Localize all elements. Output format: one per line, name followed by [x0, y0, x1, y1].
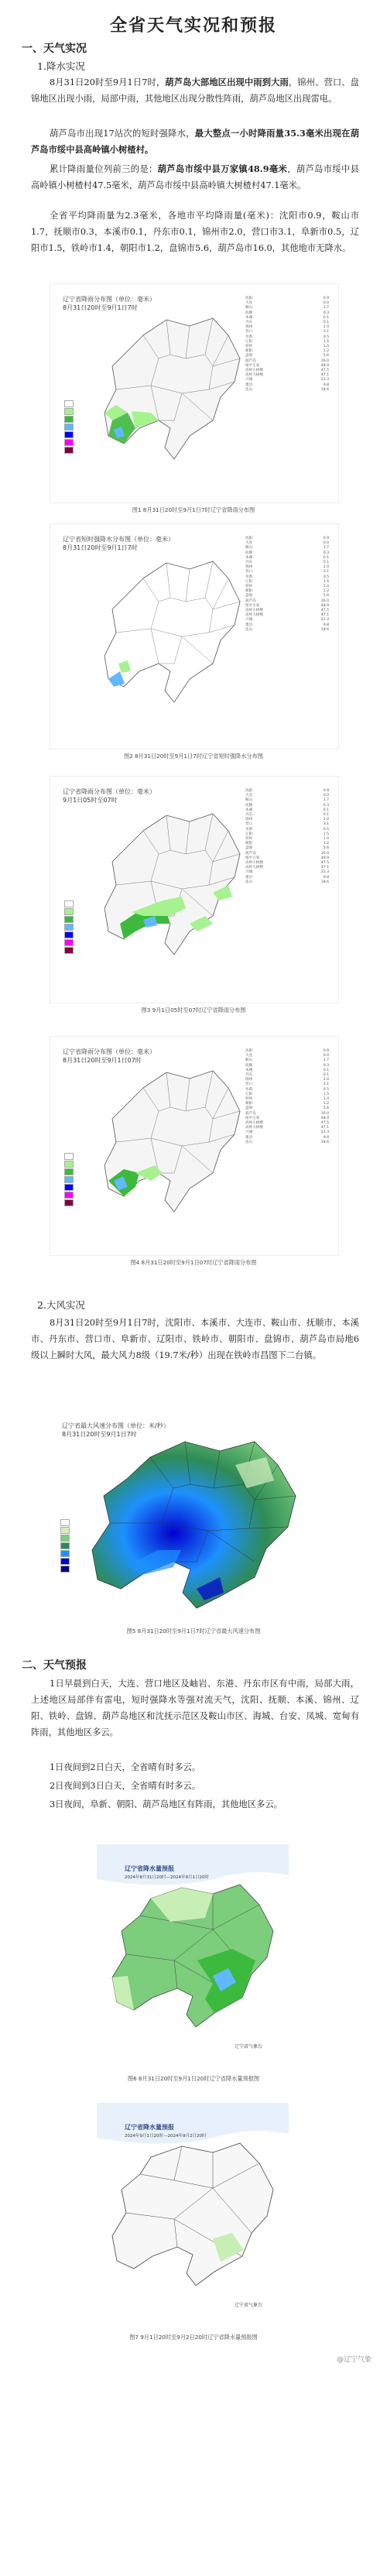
- station-value: 1.2: [323, 349, 329, 354]
- station-value: 22.3: [320, 378, 329, 382]
- figure-header-line1: 辽宁省降雨分布图（单位：毫米）: [63, 788, 156, 795]
- wind-map: [80, 1434, 313, 1612]
- station-list: [245, 297, 329, 393]
- station-value: 18.6: [320, 880, 329, 884]
- forecast-map-org: 辽宁省气象台: [235, 2044, 263, 2049]
- figure-6-caption: 图6 8月31日20时至9月1日20时辽宁省降水量预报图: [127, 2075, 260, 2082]
- station-value: 1.5: [323, 339, 329, 344]
- station-value: 47.1: [320, 866, 329, 870]
- figure-4-caption: 图4 8月31日20时至9月1日07时辽宁省降雨分布图: [130, 1259, 257, 1266]
- figure-header-line1: 辽宁省降雨分布图（单位：毫米）: [63, 296, 156, 303]
- legend-swatch: [60, 1542, 70, 1549]
- figure-header-line2: 8月31日20时至9月1日7时: [63, 304, 138, 311]
- station-name: 大连: [245, 794, 253, 798]
- section-heading-forecast: 二、天气预报: [22, 1659, 87, 1672]
- figure-1: [50, 283, 339, 503]
- figure-header-line1: 辽宁省短时强降水分布图（单位：毫米）: [63, 536, 174, 543]
- paragraph-precip-1: [31, 74, 359, 107]
- station-value: 1.4: [323, 837, 329, 842]
- station-value: 1.4: [323, 585, 329, 589]
- paragraph-forecast-3: 2日夜间到3日白天，全省晴有时多云。: [50, 1781, 201, 1791]
- station-value: 5.6: [323, 594, 329, 599]
- station-name: 辽阳: [245, 579, 253, 584]
- station-name: 兴城: [245, 618, 253, 623]
- station-name: 铁岭: [245, 345, 253, 349]
- station-value: 18.6: [320, 387, 329, 392]
- station-name: 锦州: [245, 325, 253, 330]
- station-name: 朝阳: [245, 842, 253, 846]
- station-name: 连山: [245, 1140, 253, 1144]
- station-value: 1.7: [323, 798, 329, 803]
- station-value: 1.7: [323, 546, 329, 551]
- station-value: 18.6: [320, 1140, 329, 1144]
- station-name: 高岭小树楂: [245, 369, 263, 373]
- station-value: 2.0: [323, 1078, 329, 1082]
- station-value: 1.2: [323, 842, 329, 846]
- station-name: 铁岭: [245, 585, 253, 589]
- liaoning-map: [97, 1065, 252, 1227]
- station-name: 盘锦: [245, 594, 253, 599]
- figure-7-caption: 图7 9月1日20时至9月2日20时辽宁省降水量预报图: [129, 2334, 258, 2341]
- subheading-wind: 2.大风实况: [37, 1299, 85, 1311]
- station-name: 绥中万家: [245, 363, 260, 368]
- station-name: 高岭大树楂: [245, 613, 263, 618]
- station-name: 辽阳: [245, 1092, 253, 1096]
- rain-legend: [64, 900, 74, 955]
- station-name: 高岭小树楂: [245, 1121, 263, 1126]
- station-value: 3.1: [323, 570, 329, 575]
- station-name: 营口: [245, 570, 253, 575]
- figure-2-caption: 图2 8月31日20时至9月1日7时辽宁省短时强降水分布图: [123, 753, 263, 760]
- station-name: 沈阳: [245, 297, 253, 300]
- legend-swatch: [60, 1566, 70, 1573]
- figure-5-caption: 图5 8月31日20时至9月1日7时辽宁省最大风速分布图: [126, 1628, 261, 1634]
- station-value: 0.1: [323, 321, 329, 325]
- station-value: 5.6: [323, 1106, 329, 1111]
- station-value: 0.1: [323, 813, 329, 818]
- text-span: 累计降雨量位列前三的是：: [50, 164, 158, 174]
- station-name: 建昌: [245, 875, 253, 880]
- liaoning-map: [97, 808, 252, 970]
- station-name: 本溪: [245, 808, 253, 812]
- station-name: 阜新: [245, 827, 253, 832]
- rain-legend: [64, 1153, 74, 1207]
- station-name: 朝阳: [245, 1102, 253, 1106]
- station-value: 1.7: [323, 1058, 329, 1063]
- station-value: 47.1: [320, 613, 329, 618]
- watermark: @辽宁气象: [336, 2356, 372, 2364]
- station-list: [245, 537, 329, 633]
- station-value: 18.6: [320, 627, 329, 632]
- station-value: 16.0: [320, 599, 329, 603]
- station-value: 0.1: [323, 315, 329, 320]
- station-value: 0.5: [323, 575, 329, 579]
- station-name: 丹东: [245, 813, 253, 818]
- figure-4: [50, 1036, 339, 1256]
- station-value: 1.4: [323, 345, 329, 349]
- station-value: 0.0: [323, 541, 329, 546]
- station-value: 0.3: [323, 803, 329, 808]
- station-list: [245, 1049, 329, 1145]
- legend-swatch: [64, 447, 74, 454]
- text-span: ，葫芦岛市绥中县高岭镇小树楂村47.5毫米，葫芦岛市绥中县高岭镇大树楂村47.1毫米。: [31, 164, 359, 190]
- station-name: 丹东: [245, 1073, 253, 1078]
- station-name: 大连: [245, 1054, 253, 1058]
- paragraph-forecast-4: 3日夜间，阜新、朝阳、葫芦岛地区有阵雨，其他地区多云。: [50, 1799, 283, 1809]
- station-value: 9.8: [323, 875, 329, 880]
- paragraph-precip-4: 全省平均降雨量为2.3毫米，各地市平均降雨量(毫米)：沈阳市0.9，鞍山市1.7，抚顺市0.3，本溪市0.1，丹东市0.1，锦州市2.0，营口市3.1，阜新市0.5，辽阳市1.5，铁岭市1.4，朝阳市1.2，盘锦市5.6，葫芦岛市16.0，其他地市无降水。: [31, 211, 359, 253]
- figure-header-line2: 8月31日20时至9月1日7时: [63, 544, 138, 551]
- legend-swatch: [60, 1527, 70, 1534]
- station-name: 建昌: [245, 382, 253, 387]
- section-heading-observation: 一、天气实况: [22, 43, 87, 55]
- station-name: 葫芦岛: [245, 851, 256, 856]
- station-name: 本溪: [245, 555, 253, 560]
- station-name: 大连: [245, 301, 253, 306]
- text-span-bold: 葫芦岛大部地区出现中雨到大雨: [165, 77, 289, 87]
- station-value: 1.5: [323, 832, 329, 836]
- station-row: [245, 880, 329, 885]
- station-name: 大连: [245, 541, 253, 546]
- station-name: 营口: [245, 330, 253, 334]
- station-value: 0.3: [323, 551, 329, 555]
- wind-legend: [60, 1519, 70, 1573]
- station-value: 3.1: [323, 822, 329, 827]
- legend-swatch: [64, 939, 74, 946]
- station-name: 阜新: [245, 334, 253, 339]
- paragraph-precip-2: [31, 125, 359, 158]
- station-name: 锦州: [245, 565, 253, 570]
- station-name: 沈阳: [245, 537, 253, 540]
- station-value: 3.1: [323, 1082, 329, 1087]
- station-value: 1.2: [323, 589, 329, 594]
- station-name: 高岭大树楂: [245, 1126, 263, 1130]
- station-name: 抚顺: [245, 310, 253, 315]
- forecast-map-title: 辽宁省降水量预报: [125, 1865, 174, 1872]
- station-value: 0.9: [323, 789, 329, 793]
- station-value: 16.0: [320, 1111, 329, 1116]
- station-value: 0.1: [323, 561, 329, 565]
- station-value: 0.0: [323, 301, 329, 306]
- station-value: 0.3: [323, 1063, 329, 1068]
- station-name: 连山: [245, 627, 253, 632]
- station-name: 丹东: [245, 561, 253, 565]
- station-value: 0.3: [323, 310, 329, 315]
- station-value: 16.0: [320, 851, 329, 856]
- legend-swatch: [64, 408, 74, 415]
- station-value: 0.0: [323, 794, 329, 798]
- station-value: 47.5: [320, 1121, 329, 1126]
- station-value: 3.1: [323, 330, 329, 334]
- legend-swatch: [64, 924, 74, 931]
- legend-swatch: [64, 908, 74, 915]
- station-name: 盘锦: [245, 846, 253, 851]
- station-value: 47.5: [320, 369, 329, 373]
- station-value: 9.8: [323, 1135, 329, 1140]
- forecast-map-subtitle: 2024年8月31日20时—2024年9月1日20时: [125, 1875, 209, 1880]
- station-value: 48.9: [320, 603, 329, 608]
- station-value: 2.0: [323, 818, 329, 822]
- station-row: [245, 1141, 329, 1145]
- station-value: 22.3: [320, 870, 329, 875]
- legend-swatch: [64, 1192, 74, 1199]
- station-value: 1.4: [323, 1097, 329, 1102]
- station-name: 鞍山: [245, 1058, 253, 1063]
- legend-swatch: [64, 1176, 74, 1183]
- station-value: 0.9: [323, 297, 329, 300]
- figure-header-line1: 辽宁省降雨分布图（单位：毫米）: [63, 1048, 156, 1055]
- forecast-map-org: 辽宁省气象台: [235, 2303, 263, 2308]
- figure-2: [50, 523, 339, 749]
- station-name: 铁岭: [245, 837, 253, 842]
- station-value: 1.2: [323, 1102, 329, 1106]
- station-value: 0.9: [323, 537, 329, 540]
- station-name: 抚顺: [245, 1063, 253, 1068]
- station-name: 辽阳: [245, 339, 253, 344]
- station-name: 葫芦岛: [245, 1111, 256, 1116]
- station-name: 本溪: [245, 1068, 253, 1072]
- text-span: 8月31日20时至9月1日7时，: [50, 77, 166, 87]
- station-name: 抚顺: [245, 551, 253, 555]
- paragraph-forecast-1: 1日早晨到白天，大连、营口地区及岫岩、东港、丹东市区有中雨，局部大雨，上述地区局部伴有雷电，短时强降水等强对流天气，沈阳、抚顺、本溪、锦州、辽阳、铁岭、盘锦、葫芦岛地区和沈抚示范区及鞍山市区、海城、台安、凤城、宽甸有阵雨，其他地区多云。: [31, 1679, 359, 1737]
- station-value: 47.1: [320, 373, 329, 378]
- figure-header: [63, 1048, 156, 1065]
- legend-swatch: [64, 947, 74, 954]
- liaoning-map: [97, 312, 252, 475]
- station-value: 0.1: [323, 1073, 329, 1078]
- legend-swatch: [64, 439, 74, 446]
- station-value: 48.9: [320, 363, 329, 368]
- legend-swatch: [60, 1550, 70, 1557]
- station-value: 2.0: [323, 325, 329, 330]
- legend-swatch: [64, 1199, 74, 1206]
- station-name: 连山: [245, 880, 253, 884]
- station-value: 22.3: [320, 1130, 329, 1135]
- legend-swatch: [60, 1519, 70, 1526]
- legend-swatch: [64, 431, 74, 438]
- station-value: 5.6: [323, 846, 329, 851]
- station-value: 22.3: [320, 618, 329, 623]
- station-name: 铁岭: [245, 1097, 253, 1102]
- station-row: [245, 628, 329, 633]
- figure-header: [63, 295, 156, 312]
- station-name: 高岭大树楂: [245, 866, 263, 870]
- station-name: 阜新: [245, 1087, 253, 1092]
- figure-header-line2: 8月31日20时至9月1日7时: [62, 1431, 137, 1438]
- station-name: 兴城: [245, 1130, 253, 1135]
- station-name: 朝阳: [245, 589, 253, 594]
- legend-swatch: [64, 424, 74, 430]
- station-name: 锦州: [245, 1078, 253, 1082]
- rain-legend: [64, 400, 74, 454]
- station-name: 辽阳: [245, 832, 253, 836]
- station-value: 47.5: [320, 609, 329, 613]
- station-value: 1.5: [323, 579, 329, 584]
- station-name: 鞍山: [245, 306, 253, 310]
- station-name: 鞍山: [245, 546, 253, 551]
- legend-swatch: [64, 416, 74, 423]
- figure-header: [63, 787, 156, 804]
- station-value: 47.5: [320, 861, 329, 866]
- station-name: 朝阳: [245, 349, 253, 354]
- station-value: 48.9: [320, 1116, 329, 1120]
- legend-swatch: [60, 1558, 70, 1565]
- station-value: 0.1: [323, 1068, 329, 1072]
- figure-3-caption: 图3 9月1日05时至07时辽宁省降雨分布图: [141, 1007, 246, 1014]
- figure-header-line2: 9月1日05时至07时: [63, 797, 118, 804]
- legend-swatch: [64, 1153, 74, 1160]
- figure-header-line2: 8月31日20时至9月1日07时: [63, 1057, 142, 1064]
- legend-swatch: [64, 1168, 74, 1175]
- station-name: 盘锦: [245, 354, 253, 358]
- figure-1-caption: 图1 8月31日20时至9月1日7时辽宁省降雨分布图: [132, 506, 255, 513]
- station-name: 高岭大树楂: [245, 373, 263, 378]
- station-value: 0.1: [323, 555, 329, 560]
- station-name: 建昌: [245, 1135, 253, 1140]
- station-value: 5.6: [323, 354, 329, 358]
- station-name: 葫芦岛: [245, 599, 256, 603]
- station-value: 0.5: [323, 827, 329, 832]
- station-name: 葫芦岛: [245, 358, 256, 363]
- station-name: 锦州: [245, 818, 253, 822]
- legend-swatch: [64, 400, 74, 407]
- station-value: 0.9: [323, 1049, 329, 1053]
- station-name: 盘锦: [245, 1106, 253, 1111]
- station-name: 兴城: [245, 870, 253, 875]
- station-name: 抚顺: [245, 803, 253, 808]
- paragraph-precip-3: [31, 161, 359, 194]
- text-span-bold: 最大整点一小时降雨量35.3毫米出现在葫芦岛市绥中县高岭镇小树楂村。: [31, 128, 359, 155]
- station-name: 连山: [245, 387, 253, 392]
- station-value: 1.5: [323, 1092, 329, 1096]
- station-value: 0.5: [323, 1087, 329, 1092]
- figure-6: [97, 1844, 289, 2069]
- station-value: 48.9: [320, 856, 329, 860]
- station-value: 9.8: [323, 382, 329, 387]
- paragraph-wind: 8月31日20时至9月1日7时，沈阳市、本溪市、大连市、鞍山市、抚顺市、本溪市、丹东市、营口市、阜新市、辽阳市、铁岭市、朝阳市、盘锦市、葫芦岛市局地6级以上瞬时大风，最大风力8级（19.7米/秒）出现在铁岭市昌图下二台镇。: [31, 1318, 359, 1360]
- liaoning-map: [97, 555, 252, 718]
- station-list: [245, 789, 329, 885]
- station-value: 9.8: [323, 623, 329, 627]
- figure-header: [63, 535, 174, 552]
- forecast-map-title: 辽宁省降水量预报: [125, 2124, 174, 2131]
- station-name: 沈阳: [245, 789, 253, 793]
- station-name: 丹东: [245, 321, 253, 325]
- page-title: 全省天气实况和预报: [109, 15, 277, 36]
- text-span: ，锦州、营口、盘锦地区出现小雨，局部中雨，其他地区出现分散性阵雨，葫芦岛地区出现雷电。: [31, 77, 359, 104]
- legend-swatch: [64, 916, 74, 923]
- station-value: 47.1: [320, 1126, 329, 1130]
- station-name: 本溪: [245, 315, 253, 320]
- station-value: 1.7: [323, 306, 329, 310]
- paragraph-forecast-2: 1日夜间到2日白天，全省晴有时多云。: [50, 1762, 201, 1772]
- station-name: 高岭小树楂: [245, 861, 263, 866]
- legend-swatch: [64, 900, 74, 907]
- station-name: 营口: [245, 1082, 253, 1087]
- station-name: 绥中万家: [245, 856, 260, 860]
- station-value: 0.1: [323, 808, 329, 812]
- station-name: 兴城: [245, 378, 253, 382]
- station-value: 0.5: [323, 334, 329, 339]
- legend-swatch: [64, 1161, 74, 1168]
- figure-3: [50, 776, 339, 1003]
- subheading-precipitation: 1.降水实况: [37, 60, 85, 72]
- station-name: 鞍山: [245, 798, 253, 803]
- station-name: 绥中万家: [245, 603, 260, 608]
- station-name: 营口: [245, 822, 253, 827]
- figure-5: [50, 1411, 337, 1621]
- figure-header-line1: 辽宁省最大风速分布图（单位：米/秒）: [62, 1422, 170, 1429]
- station-value: 2.0: [323, 565, 329, 570]
- station-name: 阜新: [245, 575, 253, 579]
- station-value: 16.0: [320, 358, 329, 363]
- legend-swatch: [64, 1184, 74, 1191]
- station-name: 沈阳: [245, 1049, 253, 1053]
- station-name: 建昌: [245, 623, 253, 627]
- station-row: [245, 388, 329, 393]
- forecast-map-subtitle: 2024年9月1日20时—2024年9月2日20时: [125, 2134, 207, 2139]
- station-name: 绥中万家: [245, 1116, 260, 1120]
- legend-swatch: [60, 1535, 70, 1542]
- figure-7: [97, 2103, 289, 2327]
- station-value: 0.0: [323, 1054, 329, 1058]
- station-name: 高岭小树楂: [245, 609, 263, 613]
- text-span-bold: 葫芦岛市绥中县万家镇48.9毫米: [157, 163, 288, 174]
- legend-swatch: [64, 931, 74, 938]
- text-span: 葫芦岛市出现17站次的短时强降水，: [50, 129, 195, 139]
